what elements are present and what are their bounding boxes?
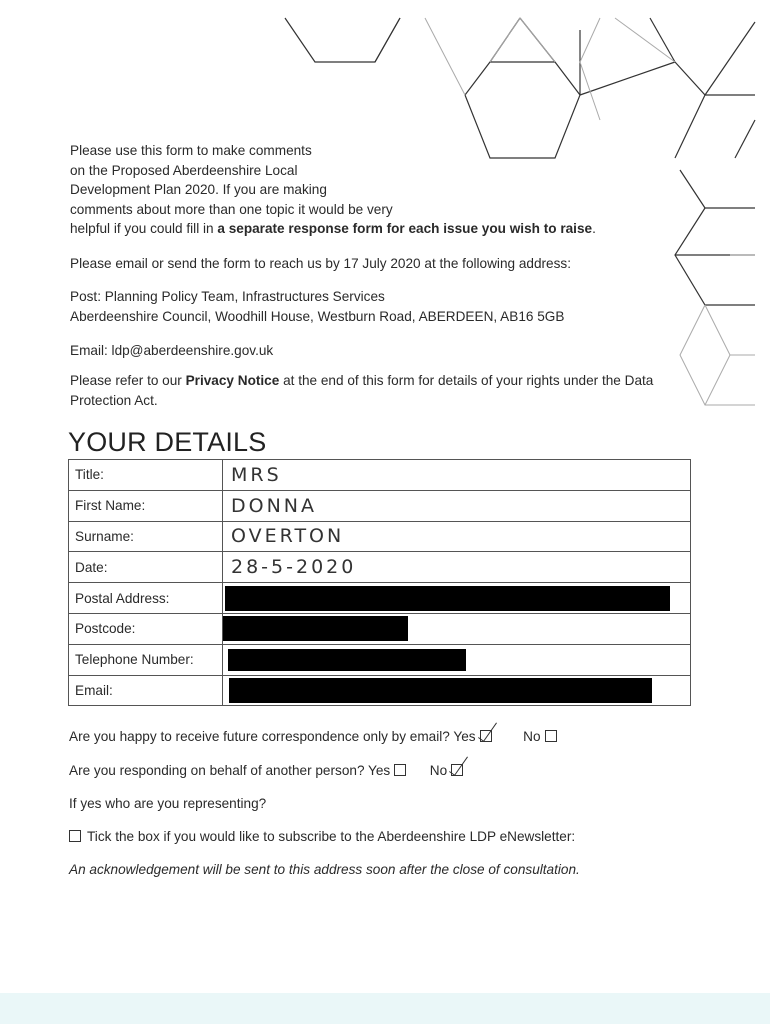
postal-address-field[interactable] [223,583,691,614]
intro-paragraph [70,141,680,239]
question-4-text: Tick the box if you would like to subscribe to the Aberdeenshire LDP eNewsletter: [87,829,576,844]
behalf-question [69,763,463,778]
intro-line-5-start: helpful if you could fill in [70,221,218,236]
redaction-bar [229,678,652,703]
surname-field[interactable] [223,521,691,552]
table-row [69,644,691,675]
privacy-paragraph [70,371,680,410]
first-name-field[interactable] [223,490,691,521]
no-label: No [523,729,541,744]
table-row [69,583,691,614]
table-row [69,552,691,583]
email-no-checkbox[interactable] [545,730,557,742]
behalf-no-checkbox[interactable] [451,764,463,776]
post-line-1: Post: Planning Policy Team, Infrastructures Services [70,289,385,304]
yes-label: Yes [368,763,391,778]
telephone-field[interactable] [223,644,691,675]
redaction-bar [225,586,670,611]
intro-line-3: Development Plan 2020. If you are making [70,182,327,197]
email-yes-checkbox[interactable] [480,730,492,742]
table-row [69,613,691,644]
date-field[interactable] [223,552,691,583]
email-field[interactable] [223,675,691,706]
date-label: Date: [69,552,223,583]
email-label: Email: [69,675,223,706]
email-correspondence-question [69,729,557,744]
date-value: 28-5-2020 [231,556,357,579]
details-table [68,459,691,706]
representing-question: If yes who are you representing? [69,796,267,811]
title-value: MRS [231,463,282,486]
intro-line-5-end: . [592,221,596,236]
postcode-field[interactable] [223,613,691,644]
table-row [69,490,691,521]
title-field[interactable] [223,460,691,491]
surname-label: Surname: [69,521,223,552]
no-label: No [429,763,448,778]
deadline-text: Please email or send the form to reach us by 17 July 2020 at the following address: [70,256,571,271]
post-line-2: Aberdeenshire Council, Woodhill House, Westburn Road, ABERDEEN, AB16 5GB [70,308,565,324]
table-row [69,521,691,552]
privacy-notice-link: Privacy Notice [185,373,280,388]
title-label: Title: [69,460,223,491]
privacy-start: Please refer to our [70,373,186,388]
intro-line-4: comments about more than one topic it would be very [70,201,393,217]
question-1-text: Are you happy to receive future correspondence only by email? [69,729,450,744]
redaction-bar [223,616,408,641]
first-name-label: First Name: [69,490,223,521]
acknowledgement-note: An acknowledgement will be sent to this address soon after the close of consultation. [69,862,580,877]
newsletter-checkbox[interactable] [69,830,81,842]
contact-email: Email: ldp@aberdeenshire.gov.uk [70,343,274,358]
intro-line-1: Please use this form to make comments [70,143,312,158]
question-2-text: Are you responding on behalf of another person? [69,763,365,778]
postal-address-block [70,287,564,326]
section-heading: YOUR DETAILS [68,427,267,457]
footer-band [0,993,770,1024]
intro-line-5-bold: a separate response form for each issue you wish to raise [217,221,593,236]
surname-value: OVERTON [231,525,345,548]
newsletter-question [69,829,575,844]
postal-address-label: Postal Address: [69,583,223,614]
privacy-end: at the end of this form for details of your rights under the Data Protection Act. [70,373,654,408]
yes-label: Yes [453,729,476,744]
redaction-bar [228,649,466,671]
postcode-label: Postcode: [69,613,223,644]
table-row [69,460,691,491]
table-row [69,675,691,706]
first-name-value: DONNA [231,494,318,517]
intro-line-2: on the Proposed Aberdeenshire Local [70,162,298,178]
telephone-label: Telephone Number: [69,644,223,675]
behalf-yes-checkbox[interactable] [394,764,406,776]
